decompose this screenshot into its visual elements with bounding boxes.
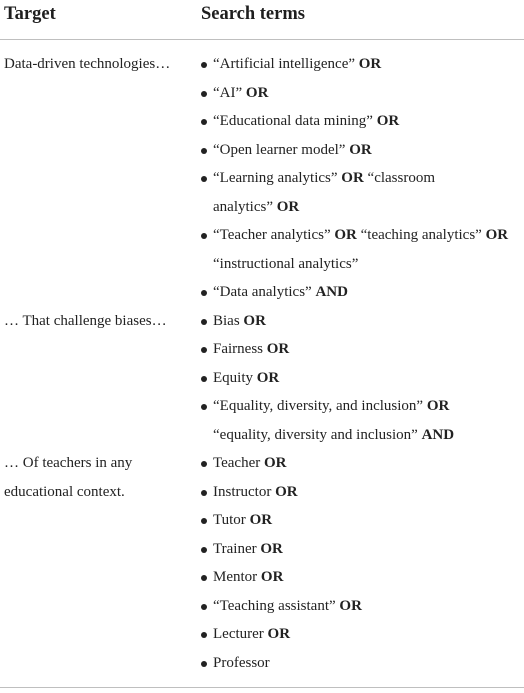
bullet-icon: [201, 176, 207, 182]
search-term: Bias OR: [213, 312, 266, 329]
target-label: … Of teachers in any: [4, 455, 133, 471]
target-label: … That challenge biases…: [4, 312, 167, 329]
search-term: “Learning analytics” OR “classroom: [213, 170, 436, 186]
bullet-icon: [201, 376, 207, 382]
bullet-icon: [201, 91, 207, 97]
search-term: Fairness OR: [213, 341, 290, 357]
search-term: Tutor OR: [213, 512, 273, 528]
bullet-icon: [201, 233, 207, 239]
search-term: “Equality, diversity, and inclusion” OR: [213, 398, 450, 414]
bullet-icon: [201, 148, 207, 154]
bullet-icon: [201, 404, 207, 410]
target-label: educational context.: [4, 483, 125, 500]
search-term-continued: “instructional analytics”: [213, 255, 359, 272]
header-target: Target: [4, 4, 56, 24]
bullet-icon: [201, 461, 207, 467]
bullet-icon: [201, 661, 207, 667]
search-term: “Artificial intelligence” OR: [213, 56, 382, 72]
bullet-icon: [201, 490, 207, 496]
bullet-icon: [201, 518, 207, 524]
table-header: [0, 0, 524, 40]
bullet-icon: [201, 547, 207, 553]
search-term: Trainer OR: [213, 540, 283, 557]
bullet-icon: [201, 575, 207, 581]
search-term: Professor: [213, 654, 270, 671]
search-term: “Data analytics” AND: [213, 284, 348, 300]
bullet-icon: [201, 604, 207, 610]
bullet-icon: [201, 62, 207, 68]
search-term: Instructor OR: [213, 483, 298, 500]
search-term: “Educational data mining” OR: [213, 113, 400, 129]
bullet-icon: [201, 632, 207, 638]
header-search-terms: Search terms: [201, 4, 305, 24]
bottom-rule: [0, 687, 524, 688]
search-term-continued: “equality, diversity and inclusion” AND: [213, 426, 455, 443]
search-term: Equity OR: [213, 369, 280, 386]
bullet-icon: [201, 319, 207, 325]
search-term: “AI” OR: [213, 84, 269, 101]
target-label: Data-driven technologies…: [4, 56, 171, 72]
search-term: Mentor OR: [213, 569, 284, 585]
search-term: “Open learner model” OR: [213, 141, 372, 158]
search-term-continued: analytics” OR: [213, 198, 300, 215]
search-term: Lecturer OR: [213, 626, 291, 642]
search-term: Teacher OR: [213, 455, 287, 471]
bullet-icon: [201, 347, 207, 353]
search-term: “Teacher analytics” OR “teaching analytics” OR: [213, 227, 509, 243]
search-term: “Teaching assistant” OR: [213, 597, 362, 614]
bullet-icon: [201, 119, 207, 125]
bullet-icon: [201, 290, 207, 296]
